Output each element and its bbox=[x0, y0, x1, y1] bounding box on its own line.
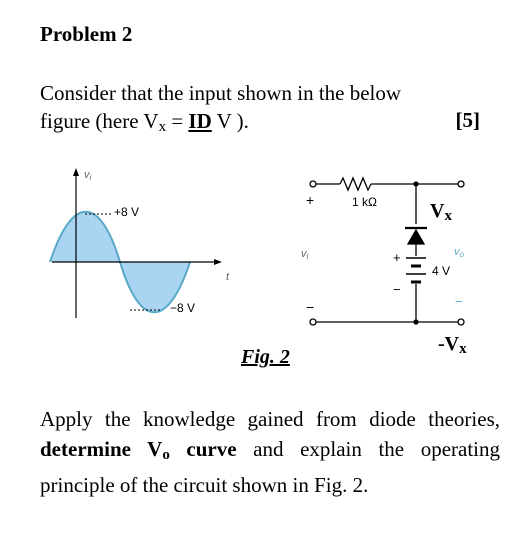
input-axis-label: vi bbox=[84, 169, 92, 182]
negative-peak-label: −8 V bbox=[170, 301, 196, 315]
input-terminal-bot bbox=[310, 319, 316, 325]
y-axis-arrow bbox=[73, 168, 79, 176]
output-terminal-top bbox=[458, 181, 464, 187]
time-label: t bbox=[226, 271, 230, 283]
input-minus: − bbox=[306, 299, 315, 315]
output-terminal-bot bbox=[458, 319, 464, 325]
x-axis-arrow bbox=[214, 259, 222, 265]
vx-bottom-label: $-V_x$ bbox=[438, 333, 467, 357]
vx-top-label: $V_x$ bbox=[430, 200, 452, 224]
resistor-label: 1 kΩ bbox=[352, 195, 377, 209]
vo-minus: − bbox=[455, 294, 463, 309]
diode-triangle bbox=[408, 230, 424, 244]
id-value: ID bbox=[188, 109, 212, 133]
input-plus: + bbox=[306, 192, 315, 208]
input-terminal-top bbox=[310, 181, 316, 187]
problem-title: Problem 2 bbox=[40, 22, 133, 46]
marks-label: [5] bbox=[455, 108, 480, 132]
battery-plus: + bbox=[393, 250, 401, 265]
positive-peak-label: +8 V bbox=[114, 205, 140, 219]
battery-label: 4 V bbox=[432, 264, 451, 278]
vi-label: vi bbox=[301, 248, 309, 261]
vo-label: vo bbox=[454, 246, 464, 259]
question-paragraph: Apply the knowledge gained from diode theories, determine $V_o$ curve and explain the operating principle of the circuit shown in Fig. 2. bbox=[40, 407, 501, 497]
battery-minus: − bbox=[393, 282, 401, 297]
input-waveform bbox=[50, 168, 230, 318]
intro-line-1: Consider that the input shown in the below bbox=[40, 81, 402, 105]
figure-caption: Fig. 2 bbox=[241, 346, 290, 368]
resistor-symbol bbox=[340, 178, 371, 190]
intro-line-2: figure (here $V_x$ = ID V ). bbox=[40, 109, 249, 135]
